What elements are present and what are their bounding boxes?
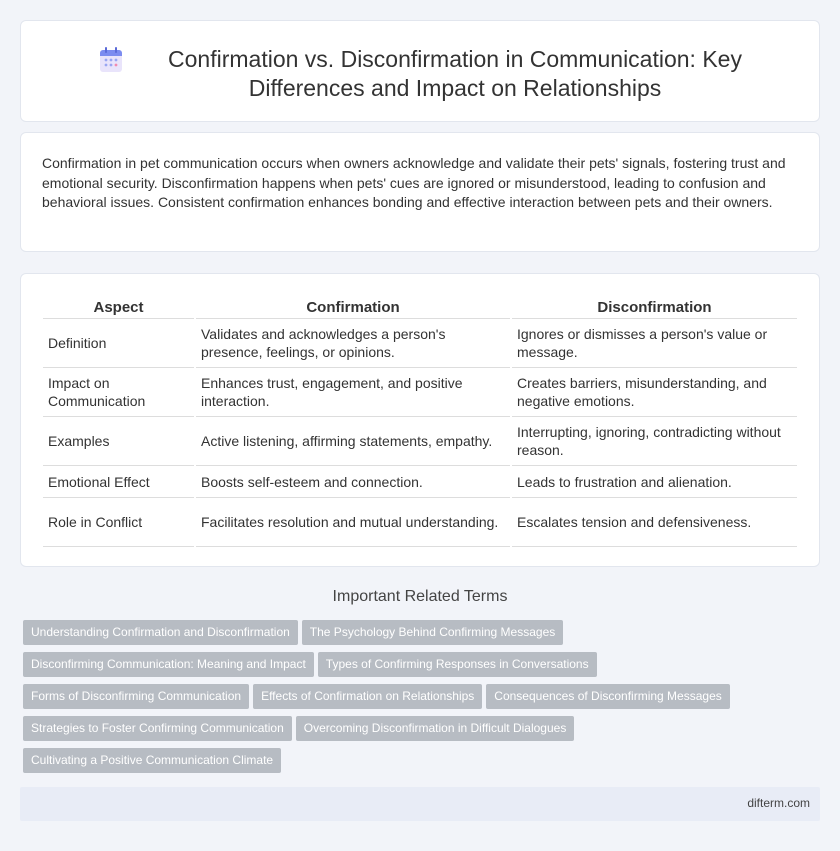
related-terms-heading: Important Related Terms bbox=[332, 588, 508, 605]
table-cell: Ignores or dismisses a person's value or message. bbox=[512, 319, 797, 368]
table-cell: Boosts self-esteem and connection. bbox=[196, 466, 510, 498]
related-term-tag[interactable]: Consequences of Disconfirming Messages bbox=[486, 684, 729, 709]
related-term-tag[interactable]: Forms of Disconfirming Communication bbox=[23, 684, 249, 709]
footer-site-link[interactable]: difterm.com bbox=[747, 796, 810, 810]
header-confirmation: Confirmation bbox=[196, 296, 510, 319]
table-row bbox=[43, 368, 797, 417]
footer bbox=[20, 787, 820, 821]
related-term-tag[interactable]: The Psychology Behind Confirming Messages bbox=[302, 620, 563, 645]
table-cell: Emotional Effect bbox=[43, 466, 194, 498]
related-terms-list bbox=[23, 620, 813, 780]
table-cell: Facilitates resolution and mutual understanding. bbox=[196, 498, 510, 547]
table-cell: Impact on Communication bbox=[43, 368, 194, 417]
table-cell: Examples bbox=[43, 417, 194, 466]
header-disconfirmation: Disconfirmation bbox=[512, 296, 797, 319]
calendar-icon bbox=[99, 47, 123, 73]
table-cell: Role in Conflict bbox=[43, 498, 194, 547]
table-cell: Active listening, affirming statements, empathy. bbox=[196, 417, 510, 466]
related-term-tag[interactable]: Types of Confirming Responses in Conversations bbox=[318, 652, 597, 677]
header-aspect: Aspect bbox=[43, 296, 194, 319]
table-cell: Definition bbox=[43, 319, 194, 368]
intro-paragraph: Confirmation in pet communication occurs when owners acknowledge and validate their pets' signals, fostering trust and emotional security. Disconfirmation happens when pets' cues are ignored or misunderstood, leading to confusion and behavioral issues. Consistent confirmation enhances bonding and effective interaction between pets and their owners. bbox=[42, 155, 786, 210]
title-card bbox=[20, 20, 820, 122]
table-cell: Interrupting, ignoring, contradicting without reason. bbox=[512, 417, 797, 466]
comparison-card bbox=[20, 273, 820, 567]
table-header-row bbox=[43, 296, 797, 319]
table-row bbox=[43, 319, 797, 368]
table-row bbox=[43, 498, 797, 547]
related-term-tag[interactable]: Cultivating a Positive Communication Climate bbox=[23, 748, 281, 773]
related-term-tag[interactable]: Understanding Confirmation and Disconfirmation bbox=[23, 620, 298, 645]
page-title: Confirmation vs. Disconfirmation in Communication: Key Differences and Impact on Relationships bbox=[168, 46, 742, 101]
table-cell: Creates barriers, misunderstanding, and negative emotions. bbox=[512, 368, 797, 417]
comparison-table bbox=[41, 296, 799, 547]
related-term-tag[interactable]: Strategies to Foster Confirming Communication bbox=[23, 716, 292, 741]
related-term-tag[interactable]: Disconfirming Communication: Meaning and Impact bbox=[23, 652, 314, 677]
related-term-tag[interactable]: Effects of Confirmation on Relationships bbox=[253, 684, 482, 709]
intro-card bbox=[20, 132, 820, 252]
table-cell: Leads to frustration and alienation. bbox=[512, 466, 797, 498]
table-cell: Validates and acknowledges a person's presence, feelings, or opinions. bbox=[196, 319, 510, 368]
table-cell: Escalates tension and defensiveness. bbox=[512, 498, 797, 547]
table-row bbox=[43, 466, 797, 498]
table-row bbox=[43, 417, 797, 466]
related-term-tag[interactable]: Overcoming Disconfirmation in Difficult Dialogues bbox=[296, 716, 575, 741]
table-cell: Enhances trust, engagement, and positive interaction. bbox=[196, 368, 510, 417]
